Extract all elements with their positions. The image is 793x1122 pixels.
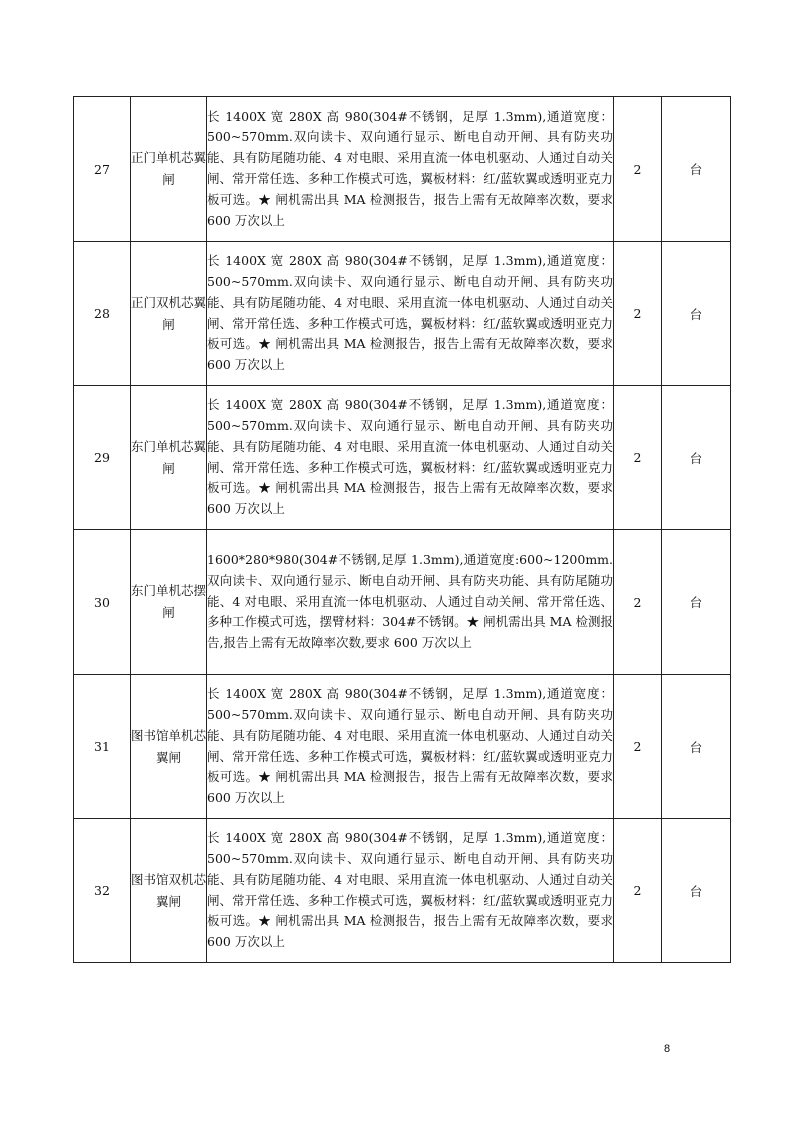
item-unit: 台 bbox=[662, 530, 731, 675]
item-name: 正门单机芯翼闸 bbox=[131, 97, 207, 242]
page-number: 8 bbox=[664, 1043, 671, 1055]
row-number: 27 bbox=[74, 97, 131, 242]
item-spec: 长 1400X 宽 280X 高 980(304#不锈钢，足厚 1.3mm),通道宽度：500~570mm.双向读卡、双向通行显示、断电自动开闸、具有防夹功能、具有防尾随功能、4 对电眼、采用直流一体电机驱动、人通过自动关闸、常开常任选、多种工作模式可选，翼板材料：红/蓝软翼或透明亚克力板可选。★ 闸机需出具 MA 检测报告，报告上需有无故障率次数，要求 600 万次以上 bbox=[207, 97, 614, 242]
item-quantity: 2 bbox=[614, 97, 662, 242]
row-number: 32 bbox=[74, 819, 131, 963]
table-row bbox=[74, 819, 731, 963]
item-name: 东门单机芯摆闸 bbox=[131, 530, 207, 675]
item-quantity: 2 bbox=[614, 819, 662, 963]
item-spec: 长 1400X 宽 280X 高 980(304#不锈钢，足厚 1.3mm),通道宽度：500~570mm.双向读卡、双向通行显示、断电自动开闸、具有防夹功能、具有防尾随功能、4 对电眼、采用直流一体电机驱动、人通过自动关闸、常开常任选、多种工作模式可选，翼板材料：红/蓝软翼或透明亚克力板可选。★ 闸机需出具 MA 检测报告，报告上需有无故障率次数，要求 600 万次以上 bbox=[207, 242, 614, 386]
row-number: 29 bbox=[74, 386, 131, 530]
table-row bbox=[74, 97, 731, 242]
item-name: 图书馆双机芯翼闸 bbox=[131, 819, 207, 963]
row-number: 30 bbox=[74, 530, 131, 675]
item-spec: 长 1400X 宽 280X 高 980(304#不锈钢，足厚 1.3mm),通道宽度：500~570mm.双向读卡、双向通行显示、断电自动开闸、具有防夹功能、具有防尾随功能、4 对电眼、采用直流一体电机驱动、人通过自动关闸、常开常任选、多种工作模式可选，翼板材料：红/蓝软翼或透明亚克力板可选。★ 闸机需出具 MA 检测报告，报告上需有无故障率次数，要求 600 万次以上 bbox=[207, 386, 614, 530]
row-number: 31 bbox=[74, 675, 131, 819]
table-row bbox=[74, 675, 731, 819]
item-name: 图书馆单机芯翼闸 bbox=[131, 675, 207, 819]
item-quantity: 2 bbox=[614, 386, 662, 530]
item-spec: 1600*280*980(304#不锈钢,足厚 1.3mm),通道宽度:600~1200mm.双向读卡、双向通行显示、断电自动开闸、具有防夹功能、具有防尾随功能、4 对电眼、采用直流一体电机驱动、人通过自动关闸、常开常任选、多种工作模式可选，摆臂材料：304#不锈钢。★ 闸机需出具 MA 检测报告,报告上需有无故障率次数,要求 600 万次以上 bbox=[207, 530, 614, 675]
item-quantity: 2 bbox=[614, 530, 662, 675]
item-spec: 长 1400X 宽 280X 高 980(304#不锈钢，足厚 1.3mm),通道宽度：500~570mm.双向读卡、双向通行显示、断电自动开闸、具有防夹功能、具有防尾随功能、4 对电眼、采用直流一体电机驱动、人通过自动关闸、常开常任选、多种工作模式可选，翼板材料：红/蓝软翼或透明亚克力板可选。★ 闸机需出具 MA 检测报告，报告上需有无故障率次数，要求 600 万次以上 bbox=[207, 675, 614, 819]
item-unit: 台 bbox=[662, 675, 731, 819]
item-unit: 台 bbox=[662, 97, 731, 242]
item-quantity: 2 bbox=[614, 675, 662, 819]
item-quantity: 2 bbox=[614, 242, 662, 386]
item-name: 正门双机芯翼闸 bbox=[131, 242, 207, 386]
item-unit: 台 bbox=[662, 386, 731, 530]
table-row bbox=[74, 242, 731, 386]
item-unit: 台 bbox=[662, 819, 731, 963]
table-row bbox=[74, 530, 731, 675]
equipment-spec-table bbox=[73, 96, 731, 963]
row-number: 28 bbox=[74, 242, 131, 386]
item-unit: 台 bbox=[662, 242, 731, 386]
table-row bbox=[74, 386, 731, 530]
item-name: 东门单机芯翼闸 bbox=[131, 386, 207, 530]
item-spec: 长 1400X 宽 280X 高 980(304#不锈钢，足厚 1.3mm),通道宽度：500~570mm.双向读卡、双向通行显示、断电自动开闸、具有防夹功能、具有防尾随功能、4 对电眼、采用直流一体电机驱动、人通过自动关闸、常开常任选、多种工作模式可选，翼板材料：红/蓝软翼或透明亚克力板可选。★ 闸机需出具 MA 检测报告，报告上需有无故障率次数，要求 600 万次以上 bbox=[207, 819, 614, 963]
